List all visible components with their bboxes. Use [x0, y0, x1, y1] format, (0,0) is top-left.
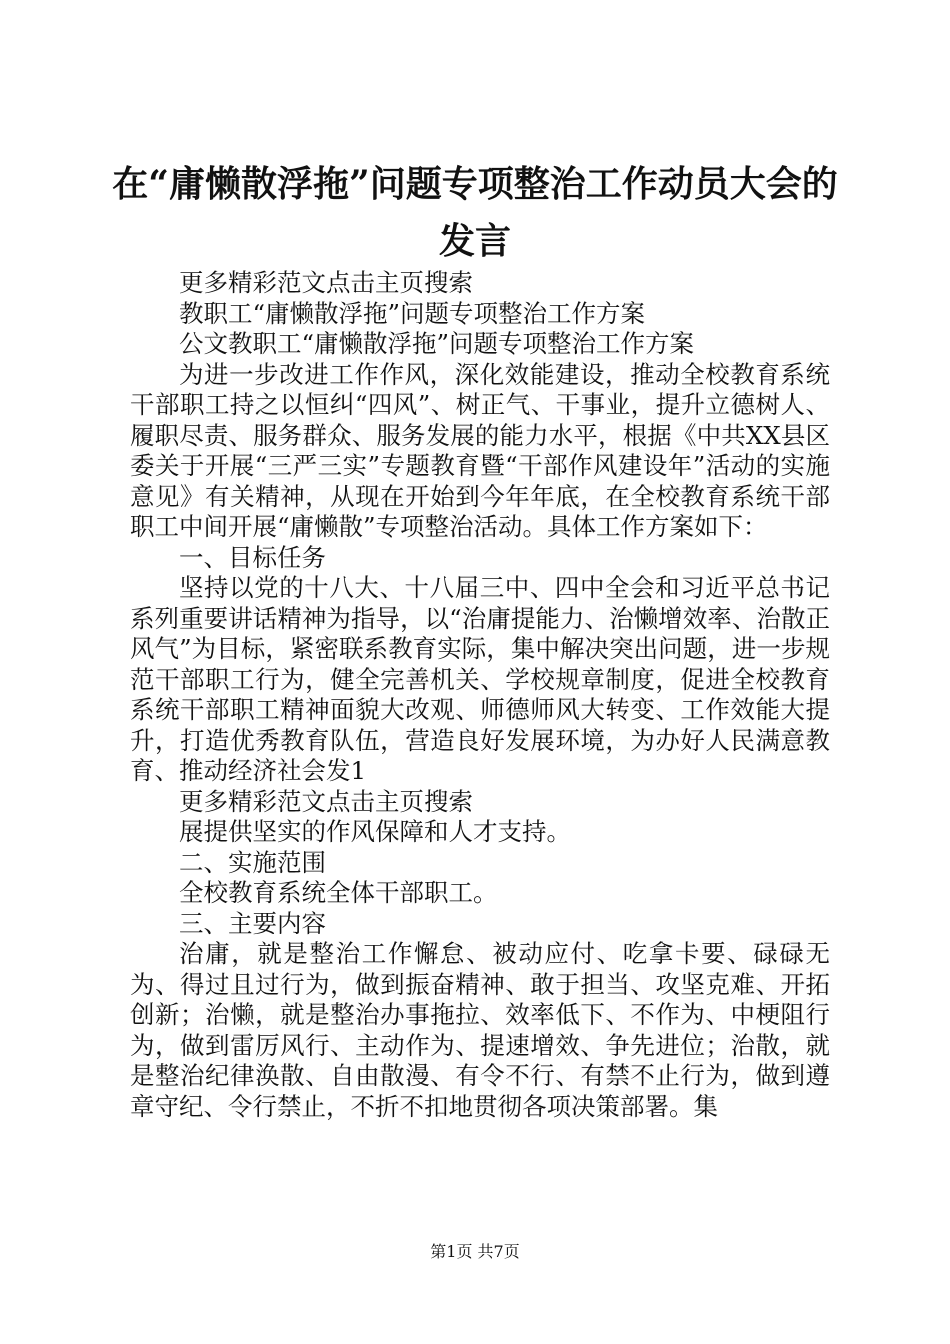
paragraph-intro: 为进一步改进工作作风，深化效能建设，推动全校教育系统干部职工持之以恒纠“四风”、树正气、干事业，提升立德树人、履职尽责、服务群众、服务发展的能力水平，根据《中共XX县区委关于开展“三严三实”专题教育暨“干部作风建设年”活动的实施意见》有关精神，从现在开始到今年年底，在全校教育系统干部职工中间开展“庸懒散”专项整治活动。具体工作方案如下：	[130, 359, 830, 541]
heading-scope: 二、实施范围	[179, 847, 326, 877]
paragraph-more-templates-1: 更多精彩范文点击主页搜索	[179, 268, 473, 297]
document-title: 在“庸懒散浮拖”问题专项整治工作动员大会的发言	[112, 163, 838, 262]
paragraph-objectives: 坚持以党的十八大、十八届三中、四中全会和习近平总书记系列重要讲话精神为指导，以“治庸提能力、治懒增效率、治散正风气”为目标，紧密联系教育实际，集中解决突出问题，进一步规范干部职工行为，健全完善机关、学校规章制度，促进全校教育系统干部职工精神面貌大改观、师德师风大转变、工作效能大提升，打造优秀教育队伍，营造良好发展环境，为办好人民满意教育、推动经济社会发1	[130, 573, 830, 785]
heading-main-content: 三、主要内容	[179, 908, 326, 938]
page-number-footer: 第1页 共7页	[430, 1242, 520, 1261]
document-body	[130, 268, 830, 1122]
paragraph-official-plan-title: 公文教职工“庸懒散浮拖”问题专项整治工作方案	[179, 329, 695, 358]
heading-objectives: 一、目标任务	[179, 542, 326, 572]
paragraph-more-templates-2: 更多精彩范文点击主页搜索	[179, 786, 473, 816]
paragraph-objectives-continued: 展提供坚实的作风保障和人才支持。	[179, 817, 571, 846]
paragraph-main-content: 治庸，就是整治工作懈怠、被动应付、吃拿卡要、碌碌无为、得过且过行为，做到振奋精神、敢于担当、攻坚克难、开拓创新；治懒，就是整治办事拖拉、效率低下、不作为、中梗阻行为，做到雷厉风行、主动作为、提速增效、争先进位；治散，就是整治纪律涣散、自由散漫、有令不行、有禁不止行为，做到遵章守纪、令行禁止，不折不扣地贯彻各项决策部署。集	[130, 939, 830, 1121]
paragraph-scope: 全校教育系统全体干部职工。	[179, 878, 498, 907]
paragraph-plan-title: 教职工“庸懒散浮拖”问题专项整治工作方案	[179, 298, 646, 328]
